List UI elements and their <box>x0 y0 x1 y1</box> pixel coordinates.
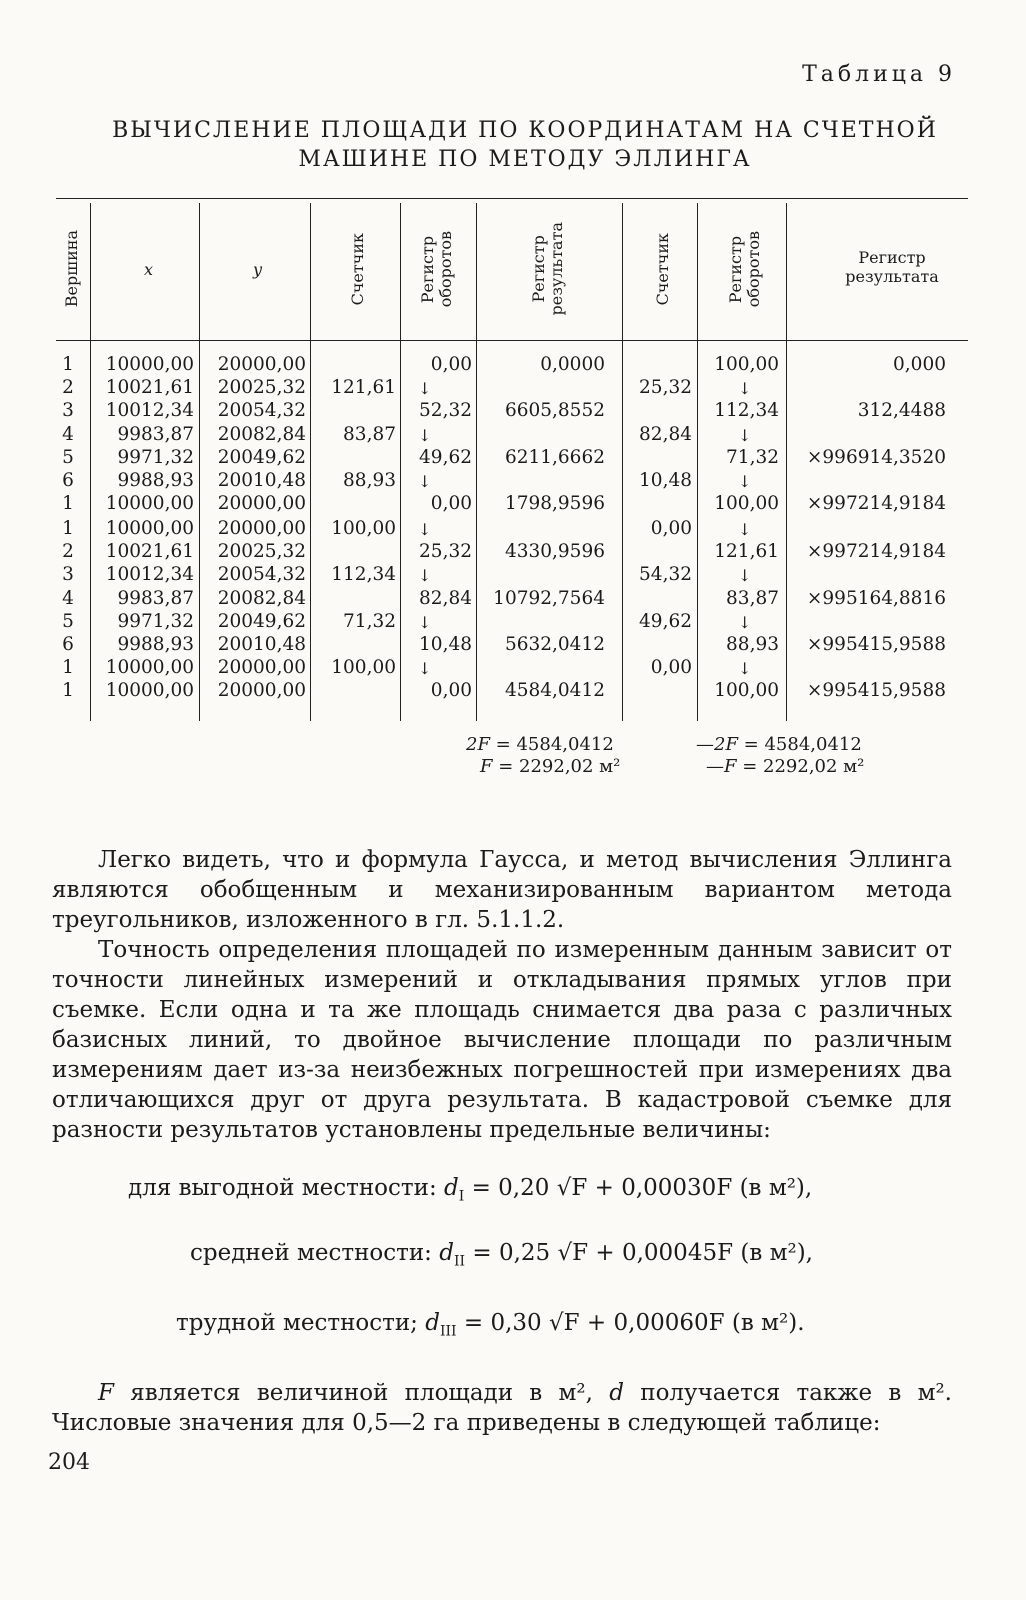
paragraph-3: F является величиной площади в м², d получается также в м². Числовые значения для 0,5—2 га приведены в следующей таблице: <box>52 1380 952 1436</box>
table-header-rule <box>56 340 968 341</box>
rev-register-2-cell: 100,00 <box>714 354 779 375</box>
col-header-rev-register-2: Регистр оборотов <box>726 230 763 308</box>
column-separator <box>622 203 623 721</box>
counter-2-cell: 10,48 <box>639 470 692 491</box>
rev-register-1-cell: 0,00 <box>430 493 472 515</box>
x-cell: 9983,87 <box>117 587 194 609</box>
x-cell: 10000,00 <box>105 493 194 515</box>
result-register-1-cell: 4330,9596 <box>504 541 605 563</box>
counter-2-cell: 0,00 <box>650 657 692 679</box>
column-separator <box>786 203 787 721</box>
counter-2-cell: 25,32 <box>639 377 692 399</box>
counter-1-cell: 71,32 <box>343 610 396 632</box>
rev-register-1-cell: 52,32 <box>419 400 472 422</box>
down-arrow-icon: ↓ <box>738 612 752 632</box>
vertex-cell: 2 <box>62 377 74 399</box>
result-f-left: F = 2292,02 м² <box>480 756 621 777</box>
column-separator <box>476 203 477 721</box>
result-register-2-cell: ×996914,3520 <box>806 446 946 468</box>
y-cell: 20054,32 <box>217 564 306 586</box>
rev-register-1-cell: 0,00 <box>430 680 472 702</box>
table-label: Таблица 9 <box>802 62 956 87</box>
counter-2-cell: 0,00 <box>650 518 692 539</box>
x-cell: 10021,61 <box>105 377 194 399</box>
vertex-cell: 3 <box>62 400 74 422</box>
counter-2-cell: 54,32 <box>639 564 692 586</box>
rev-register-2-cell: 71,32 <box>726 446 779 468</box>
y-cell: 20010,48 <box>217 634 306 655</box>
result-register-1-cell: 1798,9596 <box>504 493 605 515</box>
table-title <box>100 116 950 174</box>
vertex-cell: 4 <box>62 587 74 609</box>
table-title-line-1: ВЫЧИСЛЕНИЕ ПЛОЩАДИ ПО КООРДИНАТАМ НА СЧЕТНОЙ <box>112 118 938 143</box>
y-cell: 20054,32 <box>217 400 306 422</box>
column-separator <box>400 203 401 721</box>
col-header-y: y <box>253 260 263 279</box>
table-title-line-2: МАШИНЕ ПО МЕТОДУ ЭЛЛИНГА <box>298 147 752 172</box>
result-register-2-cell: 0,000 <box>893 354 946 375</box>
vertex-cell: 1 <box>62 518 74 539</box>
result-register-1-cell: 6605,8552 <box>504 400 605 422</box>
rev-register-2-cell: 121,61 <box>714 541 779 563</box>
y-cell: 20000,00 <box>217 680 306 702</box>
x-cell: 9988,93 <box>117 634 194 655</box>
paragraph-2: Точность определения площадей по измеренным данным зависит от точности линейных измерений и откладывания прямых углов при съемке. Если одна и та же площадь снимается два раза с различных базисных линий, то двойное вычисление площади по различным измерениям дает из-за неизбежных погрешностей при измерениях два отличающихся друг от друга результата. В кадастровой съемке для разности результатов установлены предельные величины: <box>52 937 952 1143</box>
table-top-rule <box>56 198 968 199</box>
counter-1-cell: 112,34 <box>331 564 396 586</box>
counter-1-cell: 100,00 <box>331 657 396 679</box>
y-cell: 20000,00 <box>217 493 306 515</box>
result-register-1-cell: 0,0000 <box>540 354 605 375</box>
vertex-cell: 1 <box>62 680 74 702</box>
x-cell: 9988,93 <box>117 470 194 491</box>
result-register-2-cell: ×995415,9588 <box>806 680 946 702</box>
y-cell: 20000,00 <box>217 518 306 539</box>
vertex-cell: 6 <box>62 634 74 655</box>
y-cell: 20082,84 <box>217 587 306 609</box>
x-cell: 9971,32 <box>117 446 194 468</box>
rev-register-2-cell: 83,87 <box>726 587 779 609</box>
rev-register-1-cell: 10,48 <box>419 634 472 655</box>
down-arrow-icon: ↓ <box>418 659 432 679</box>
y-cell: 20049,62 <box>217 610 306 632</box>
x-cell: 10000,00 <box>105 657 194 679</box>
result-register-2-cell: ×997214,9184 <box>806 493 946 515</box>
result-register-2-cell: ×995415,9588 <box>806 634 946 655</box>
down-arrow-icon: ↓ <box>418 425 432 445</box>
vertex-cell: 6 <box>62 470 74 491</box>
result-register-2-cell: ×995164,8816 <box>806 587 946 609</box>
x-cell: 10000,00 <box>105 354 194 375</box>
x-cell: 10012,34 <box>105 400 194 422</box>
y-cell: 20000,00 <box>217 354 306 375</box>
formula-favorable-terrain: для выгодной местности: $d_I = 0,20$ √F + 0,00030F (в м²), <box>128 1175 813 1205</box>
rev-register-1-cell: 82,84 <box>419 587 472 609</box>
down-arrow-icon: ↓ <box>738 425 752 445</box>
vertex-cell: 5 <box>62 610 74 632</box>
down-arrow-icon: ↓ <box>738 472 752 491</box>
y-cell: 20025,32 <box>217 541 306 563</box>
rev-register-2-cell: 100,00 <box>714 493 779 515</box>
col-header-x: x <box>144 260 154 279</box>
column-separator <box>90 203 91 721</box>
result-register-2-cell: ×997214,9184 <box>806 541 946 563</box>
down-arrow-icon: ↓ <box>738 566 752 586</box>
x-cell: 9971,32 <box>117 610 194 632</box>
down-arrow-icon: ↓ <box>418 612 432 632</box>
y-cell: 20025,32 <box>217 377 306 399</box>
down-arrow-icon: ↓ <box>738 659 752 679</box>
counter-1-cell: 88,93 <box>343 470 396 491</box>
rev-register-1-cell: 0,00 <box>430 354 472 375</box>
result-2f-left: 2F = 4584,0412 <box>466 734 614 755</box>
column-separator <box>199 203 200 721</box>
counter-1-cell: 83,87 <box>343 423 396 445</box>
down-arrow-icon: ↓ <box>738 520 752 539</box>
col-header-rev-register-1: Регистр оборотов <box>418 230 455 308</box>
result-f-right: —F = 2292,02 м² <box>706 756 865 777</box>
vertex-cell: 3 <box>62 564 74 586</box>
counter-2-cell: 49,62 <box>639 610 692 632</box>
vertex-cell: 1 <box>62 354 74 375</box>
rev-register-2-cell: 88,93 <box>726 634 779 655</box>
page-number: 204 <box>48 1450 90 1475</box>
col-header-vertex: Вершина <box>62 230 81 308</box>
result-register-1-cell: 4584,0412 <box>504 680 605 702</box>
result-register-1-cell: 5632,0412 <box>504 634 605 655</box>
x-cell: 10000,00 <box>105 518 194 539</box>
counter-1-cell: 100,00 <box>331 518 396 539</box>
result-register-2-cell: 312,4488 <box>857 400 946 422</box>
y-cell: 20049,62 <box>217 446 306 468</box>
rev-register-2-cell: 112,34 <box>714 400 779 422</box>
vertex-cell: 5 <box>62 446 74 468</box>
col-header-result-register-1: Регистр результата <box>529 222 566 316</box>
vertex-cell: 1 <box>62 493 74 515</box>
y-cell: 20010,48 <box>217 470 306 491</box>
column-separator <box>697 203 698 721</box>
down-arrow-icon: ↓ <box>738 379 752 399</box>
rev-register-1-cell: 49,62 <box>419 446 472 468</box>
col-header-result-register-2: Регистр результата <box>845 248 939 286</box>
vertex-cell: 1 <box>62 657 74 679</box>
result-register-1-cell: 6211,6662 <box>504 446 605 468</box>
counter-2-cell: 82,84 <box>639 423 692 445</box>
col-header-counter-1: Счетчик <box>348 232 367 306</box>
result-2f-right: —2F = 4584,0412 <box>696 734 862 755</box>
column-separator <box>310 203 311 721</box>
down-arrow-icon: ↓ <box>418 520 432 539</box>
down-arrow-icon: ↓ <box>418 472 432 491</box>
y-cell: 20000,00 <box>217 657 306 679</box>
x-cell: 10000,00 <box>105 680 194 702</box>
down-arrow-icon: ↓ <box>418 566 432 586</box>
rev-register-2-cell: 100,00 <box>714 680 779 702</box>
col-header-counter-2: Счетчик <box>653 232 672 306</box>
result-register-1-cell: 10792,7564 <box>493 587 605 609</box>
vertex-cell: 2 <box>62 541 74 563</box>
paragraph-1: Легко видеть, что и формула Гаусса, и метод вычисления Эллинга являются обобщенным и механизированным вариантом метода треугольников, изложенного в гл. 5.1.1.2. <box>52 847 952 933</box>
counter-1-cell: 121,61 <box>331 377 396 399</box>
elling-table <box>56 198 968 728</box>
y-cell: 20082,84 <box>217 423 306 445</box>
down-arrow-icon: ↓ <box>418 379 432 399</box>
formula-medium-terrain: средней местности: $d_{II} = 0,25$ √F + 0,00045F (в м²), <box>190 1240 813 1270</box>
x-cell: 10021,61 <box>105 541 194 563</box>
x-cell: 10012,34 <box>105 564 194 586</box>
rev-register-1-cell: 25,32 <box>419 541 472 563</box>
x-cell: 9983,87 <box>117 423 194 445</box>
vertex-cell: 4 <box>62 423 74 445</box>
formula-difficult-terrain: трудной местности; $d_{III} = 0,30$ √F + 0,00060F (в м²). <box>176 1310 805 1340</box>
